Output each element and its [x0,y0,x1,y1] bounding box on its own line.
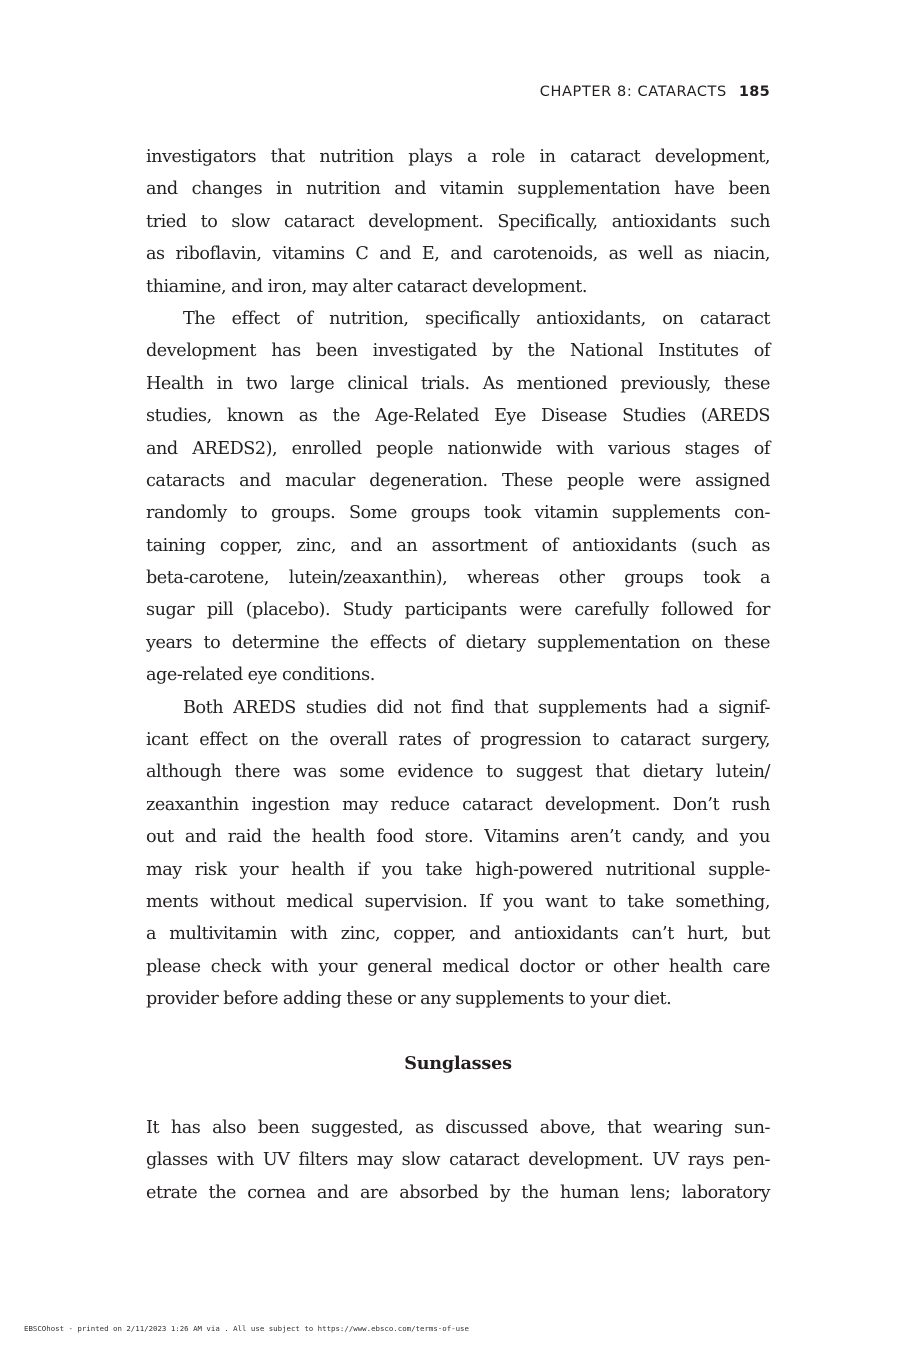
text-line: years to determine the effects of dietary supplementation on these [146,632,770,653]
text-line: studies, known as the Age-Related Eye Disease Studies (AREDS [146,406,770,427]
page-number: 185 [738,84,770,100]
chapter-title: CHAPTER 8: CATARACTS [539,84,727,100]
text-line: thiamine, and iron, may alter cataract development. [146,276,588,297]
text-line: etrate the cornea and are absorbed by the human lens; laboratory [146,1182,770,1203]
text-line: and AREDS2), enrolled people nationwide with various stages of [146,438,770,459]
paragraph-4 [146,1112,770,1209]
text-line: icant effect on the overall rates of progression to cataract surgery, [146,730,770,751]
text-line: development has been investigated by the National Institutes of [146,341,770,362]
text-line: age-related eye conditions. [146,665,375,686]
text-line: Both AREDS studies did not find that supplements had a signif- [183,697,770,718]
text-line: as riboflavin, vitamins C and E, and carotenoids, as well as niacin, [146,244,770,265]
text-line: randomly to groups. Some groups took vitamin supplements con- [146,503,770,524]
text-line: glasses with UV filters may slow cataract development. UV rays pen- [146,1150,770,1171]
footer-note: EBSCOhost - printed on 2/11/2023 1:26 AM via . All use subject to https://www.ebsco.com/terms-of-use [24,1324,469,1333]
text-line: may risk your health if you take high-powered nutritional supple- [146,859,770,880]
text-line: sugar pill (placebo). Study participants were carefully followed for [146,600,770,621]
paragraph-3 [146,692,770,1016]
text-line: and changes in nutrition and vitamin supplementation have been [146,179,770,200]
text-line: ments without medical supervision. If you want to take something, [146,891,770,912]
text-line: please check with your general medical doctor or other health care [146,956,770,977]
paragraph-2 [146,303,770,692]
text-line: cataracts and macular degeneration. These people were assigned [146,470,770,491]
text-line: Health in two large clinical trials. As mentioned previously, these [146,373,770,394]
text-line: beta-carotene, lutein/zeaxanthin), whereas other groups took a [146,568,770,589]
text-line: provider before adding these or any supplements to your diet. [146,989,672,1010]
text-line: zeaxanthin ingestion may reduce cataract development. Don’t rush [146,794,770,815]
text-line: investigators that nutrition plays a role in cataract development, [146,147,770,167]
body-text [146,141,770,1209]
text-line: tried to slow cataract development. Specifically, antioxidants such [146,211,770,232]
running-head [540,84,770,100]
text-line: although there was some evidence to suggest that dietary lutein/ [146,762,770,783]
paragraph-1 [146,141,770,303]
text-line: The effect of nutrition, specifically antioxidants, on cataract [183,308,770,329]
text-line: taining copper, zinc, and an assortment of antioxidants (such as [146,535,770,556]
section-heading: Sunglasses [404,1052,512,1074]
text-line: out and raid the health food store. Vitamins aren’t candy, and you [146,827,770,848]
text-line: a multivitamin with zinc, copper, and antioxidants can’t hurt, but [146,924,770,945]
text-line: It has also been suggested, as discussed above, that wearing sun- [146,1117,770,1138]
